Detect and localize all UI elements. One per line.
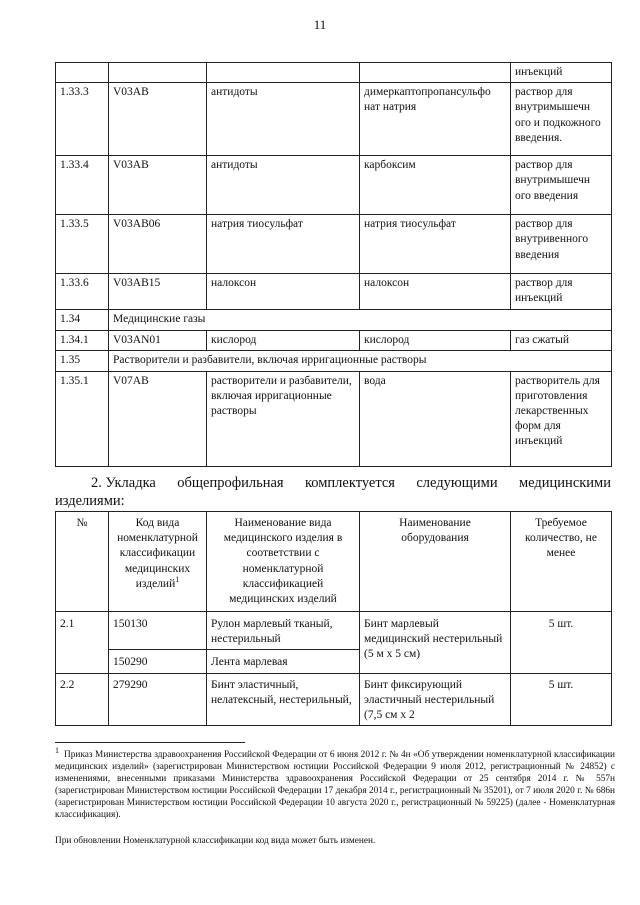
row-drug (360, 63, 511, 83)
table-row (56, 83, 612, 156)
table-row (56, 63, 612, 83)
table-row (56, 673, 612, 726)
row-number: 1.35.1 (56, 371, 109, 466)
section-2-line2: изделиями: (55, 493, 125, 510)
section-2-word: общепрофильная (177, 475, 284, 491)
row-number: 1.35 (56, 350, 109, 371)
row-equipment: Бинт фиксирующий эластичный нестерильный (7,5 см х 2 (360, 673, 511, 726)
page-number: 11 (313, 17, 327, 32)
row-quantity: 5 шт. (511, 673, 612, 726)
row-form: раствор для внутримышечн ого и подкожного введения. (511, 83, 612, 156)
table-row (56, 215, 612, 274)
row-drug: вода (360, 371, 511, 466)
row-code: 150130 (109, 612, 207, 650)
footnote (55, 745, 615, 821)
header-num: № (56, 512, 109, 612)
row-number (56, 63, 109, 83)
section-2-word: медицинскими (518, 475, 611, 491)
row-group: антидоты (207, 83, 360, 156)
row-group: антидоты (207, 156, 360, 215)
header-equipment: Наименование оборудования (360, 512, 511, 612)
footnote-text: Приказ Министерства здравоохранения Российской Федерации от 6 июня 2012 г. № 4н «Об утверждении номенклатурной классификации медицинских изделий» (зарегистрирован Министерством юстиции Российской Федерации 9 июля 2012, регистрационный № 24852) с изменениями, внесенными приказами Министерства здравоохранения Российской Федерации от 25 сентября 2014 г. № 557н (зарегистрирован Министерством юстиции Российской Федерации 17 декабря 2014 г., регистрационный № 35201), от 7 июля 2020 г. № 686н (зарегистрирован Министерством юстиции Российской Федерации 10 августа 2020 г., регистрационный № 59225) (далее - Номенклатурная классификация). (55, 750, 615, 821)
row-number: 1.33.5 (56, 215, 109, 274)
row-form: раствор для инъекций (511, 274, 612, 309)
row-code: 279290 (109, 673, 207, 726)
row-atc-code: V03AB06 (109, 215, 207, 274)
section-2-heading (55, 474, 611, 510)
row-number: 1.33.6 (56, 274, 109, 309)
row-number: 1.34 (56, 309, 109, 330)
row-group: налоксон (207, 274, 360, 309)
header-quantity: Требуемое количество, не менее (511, 512, 612, 612)
row-atc-code: V03AB (109, 156, 207, 215)
footnote-divider (55, 742, 245, 743)
row-section-title: Медицинские газы (109, 309, 612, 330)
row-atc-code: V03AN01 (109, 330, 207, 350)
row-section-title: Растворители и разбавители, включая ирригационные растворы (109, 350, 612, 371)
row-form: раствор для внутривенного введения (511, 215, 612, 274)
row-quantity: 5 шт. (511, 612, 612, 674)
table-row (56, 309, 612, 330)
table-row (56, 156, 612, 215)
row-drug: кислород (360, 330, 511, 350)
row-name: Бинт эластичный, нелатексный, нестерильный, (207, 673, 360, 726)
footnote-mark: 1 (55, 745, 59, 755)
row-number: 1.33.4 (56, 156, 109, 215)
row-form: раствор для внутримышечн ого введения (511, 156, 612, 215)
table-row (56, 612, 612, 650)
row-form: газ сжатый (511, 330, 612, 350)
footnote-note: При обновлении Номенклатурной классификации код вида может быть изменен. (55, 836, 376, 846)
section-2-word: комплектуется (304, 475, 395, 491)
row-drug: димеркаптопропансульфо нат натрия (360, 83, 511, 156)
drug-table (55, 62, 612, 467)
header-name: Наименование вида медицинского изделия в соответствии с номенклатурной классификацией медицинских изделий (207, 512, 360, 612)
row-group (207, 63, 360, 83)
table-row (56, 371, 612, 466)
section-2-word: 2. Укладка (91, 475, 156, 491)
header-code: Код вида номенклатурной классификации медицинских изделий$^1$ (109, 512, 207, 612)
row-atc-code: V03AB15 (109, 274, 207, 309)
table-header-row (56, 512, 612, 612)
row-code: 150290 (109, 650, 207, 673)
row-atc-code (109, 63, 207, 83)
table-row (56, 350, 612, 371)
row-form: растворитель для приготовления лекарственных форм для инъекций (511, 371, 612, 466)
row-number: 1.34.1 (56, 330, 109, 350)
row-drug: натрия тиосульфат (360, 215, 511, 274)
row-group: натрия тиосульфат (207, 215, 360, 274)
row-num: 2.2 (56, 673, 109, 726)
row-name: Рулон марлевый тканый, нестерильный (207, 612, 360, 650)
row-atc-code: V03AB (109, 83, 207, 156)
equipment-table (55, 511, 612, 726)
row-atc-code: V07AB (109, 371, 207, 466)
row-drug: карбоксим (360, 156, 511, 215)
row-form: инъекций (511, 63, 612, 83)
row-number: 1.33.3 (56, 83, 109, 156)
row-name: Лента марлевая (207, 650, 360, 673)
section-2-word: следующими (416, 475, 498, 491)
row-group: кислород (207, 330, 360, 350)
table-row (56, 330, 612, 350)
row-num: 2.1 (56, 612, 109, 674)
footnote-ref: 1 (175, 574, 180, 584)
row-group: растворители и разбавители, включая ирригационные растворы (207, 371, 360, 466)
row-drug: налоксон (360, 274, 511, 309)
row-equipment: Бинт марлевый медицинский нестерильный (5 м х 5 см) (360, 612, 511, 674)
table-row (56, 274, 612, 309)
